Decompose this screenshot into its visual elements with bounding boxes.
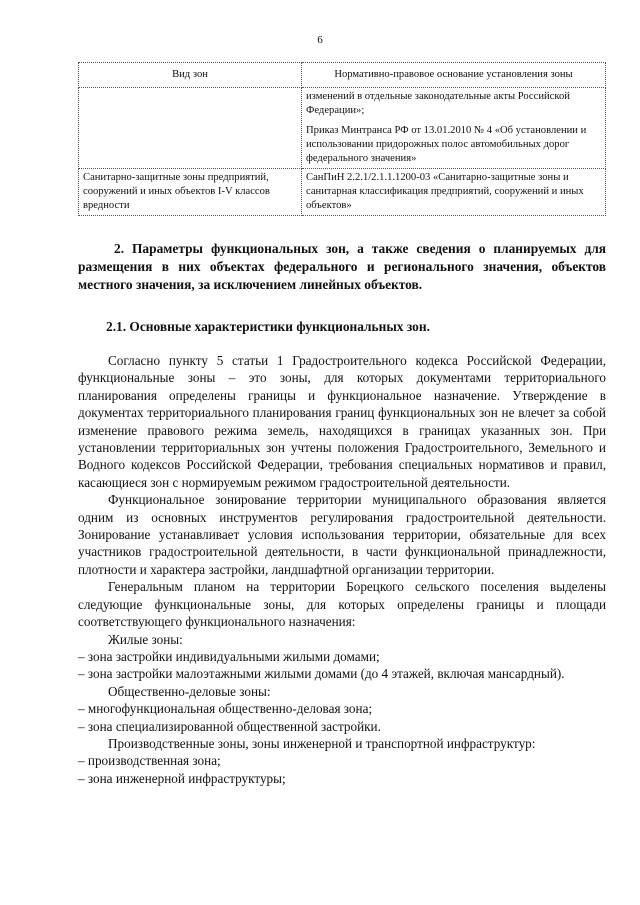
basis-text: изменений в отдельные законодательные акты Российской Федерации»; (306, 91, 570, 116)
list-item: – производственная зона; (78, 753, 221, 769)
list-item: – зона специализированной общественной застройки. (78, 718, 381, 734)
list-item: – зона застройки малоэтажными жилыми домами (до 4 этажей, включая мансардный). (78, 666, 565, 682)
table-cell-zone (79, 88, 302, 169)
body-text (78, 352, 606, 787)
section-2-heading: 2. Параметры функциональных зон, а также сведения о планируемых для размещения в них объектах федерального и регионального значения, объектов местного значения, за исключением линейных объектов. (78, 241, 606, 292)
table-cell-basis (302, 169, 606, 216)
page-number: 6 (317, 34, 323, 46)
residential-zones-title: Жилые зоны: (108, 631, 183, 647)
list-item: – зона инженерной инфраструктуры; (78, 770, 286, 786)
paragraph: Согласно пункту 5 статьи 1 Градостроительного кодекса Российской Федерации, функциональные зоны – это зоны, для которых документами территориального планирования определены границы и функциональное назначение. Утверждение в документах территориального планирования границ функциональных зон не влечет за собой изменение правового режима земель, находящихся в границах указанных зон. При установлении территориальных зон учтены положения Градостроительного, Земельного и Водного кодексов Российской Федерации, требования специальных нормативов и правил, касающиеся зон с нормируемым режимом градостроительной деятельности. (78, 353, 606, 490)
basis-text: Приказ Минтранса РФ от 13.01.2010 № 4 «Об установлении и использовании придорожных полос автомобильных дорог федерального значения» (306, 125, 587, 164)
paragraph: Функциональное зонирование территории муниципального образования является одним из основных инструментов регулирования градостроительной деятельности. Зонирование устанавливает условия использования территории, обязательные для всех участников градостроительной деятельности, в части функциональной принадлежности, плотности и характера застройки, ландшафтной организации территории. (78, 492, 606, 577)
table-cell-zone: Санитарно-защитные зоны предприятий, сооружений и иных объектов I-V классов вредности (79, 169, 302, 216)
public-zones-title: Общественно-деловые зоны: (108, 683, 271, 699)
table-row (79, 169, 606, 216)
table-header-legal-basis: Нормативно-правовое основание установления зоны (302, 63, 606, 88)
basis-text: СанПиН 2.2.1/2.1.1.1200-03 «Санитарно-защитные зоны и санитарная классификация предприятий, сооружений и иных объектов» (306, 172, 584, 211)
section-2-1-heading: 2.1. Основные характеристики функциональных зон. (106, 319, 430, 334)
paragraph: Генеральным планом на территории Борецкого сельского поселения выделены следующие функциональные зоны, для которых определены границы и площади соответствующего функционального назначения: (78, 579, 606, 630)
list-item: – зона застройки индивидуальными жилыми домами; (78, 648, 380, 664)
table-header-row (79, 63, 606, 88)
table-cell-basis (302, 88, 606, 169)
industrial-zones-title: Производственные зоны, зоны инженерной и транспортной инфраструктур: (108, 735, 536, 751)
zones-table (78, 62, 606, 216)
list-item: – многофункциональная общественно-деловая зона; (78, 701, 373, 717)
table-header-zone-type: Вид зон (79, 63, 302, 88)
table-row (79, 88, 606, 169)
